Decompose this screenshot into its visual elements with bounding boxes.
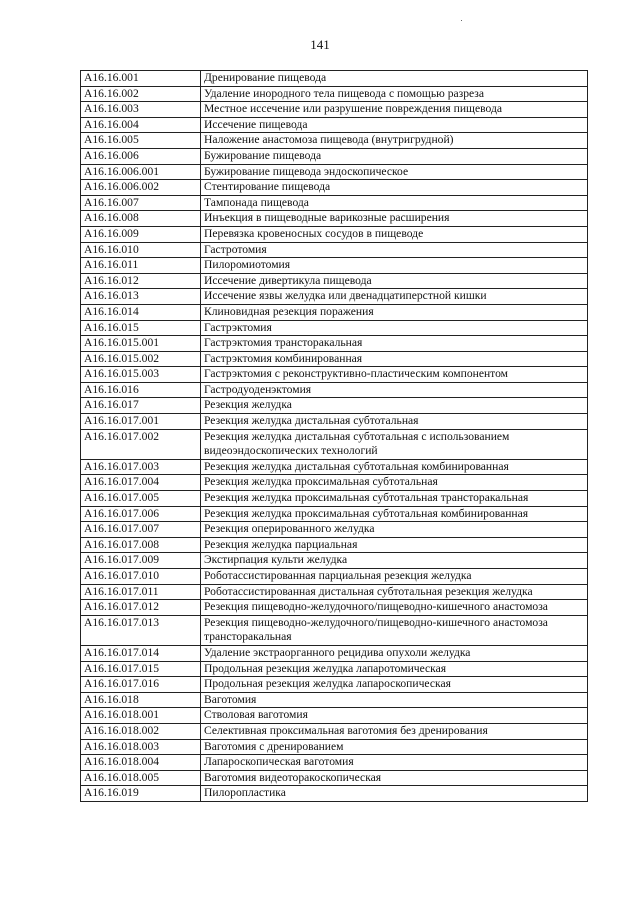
procedure-name-cell: Резекция желудка проксимальная субтотальная комбинированная	[201, 506, 588, 522]
procedure-code-cell: A16.16.017.010	[81, 569, 201, 585]
procedure-name-cell: Роботассистированная дистальная субтотальная резекция желудка	[201, 584, 588, 600]
procedure-code-cell: A16.16.015.001	[81, 336, 201, 352]
table-row	[81, 661, 588, 677]
table-row	[81, 459, 588, 475]
procedure-code-cell: A16.16.017.003	[81, 459, 201, 475]
table-row	[81, 506, 588, 522]
table-row	[81, 289, 588, 305]
procedure-name-cell: Резекция оперированного желудка	[201, 522, 588, 538]
procedure-code-cell: A16.16.014	[81, 304, 201, 320]
table-row	[81, 615, 588, 645]
table-row	[81, 569, 588, 585]
procedure-name-cell: Резекция желудка дистальная субтотальная	[201, 414, 588, 430]
procedure-name-cell: Иссечение язвы желудка или двенадцатиперстной кишки	[201, 289, 588, 305]
procedure-code-cell: A16.16.017.001	[81, 414, 201, 430]
table-row	[81, 600, 588, 616]
procedure-code-cell: A16.16.001	[81, 71, 201, 87]
procedure-code-cell: A16.16.018.002	[81, 723, 201, 739]
table-row	[81, 708, 588, 724]
procedure-name-cell: Селективная проксимальная ваготомия без дренирования	[201, 723, 588, 739]
table-row	[81, 522, 588, 538]
procedure-code-cell: A16.16.017.016	[81, 677, 201, 693]
procedure-code-cell: A16.16.008	[81, 211, 201, 227]
procedure-name-cell: Резекция желудка парциальная	[201, 537, 588, 553]
procedure-name-cell: Стентирование пищевода	[201, 180, 588, 196]
procedure-code-cell: A16.16.017.015	[81, 661, 201, 677]
procedure-name-cell: Местное иссечение или разрушение повреждения пищевода	[201, 102, 588, 118]
procedure-code-cell: A16.16.017.014	[81, 645, 201, 661]
table-row	[81, 645, 588, 661]
procedure-name-cell: Клиновидная резекция поражения	[201, 304, 588, 320]
table-row	[81, 211, 588, 227]
table-row	[81, 786, 588, 802]
table-row	[81, 180, 588, 196]
table-row	[81, 723, 588, 739]
table-row	[81, 584, 588, 600]
procedure-name-cell: Резекция желудка дистальная субтотальная с использованием видеоэндоскопических технологий	[201, 429, 588, 459]
scan-speck	[461, 20, 462, 21]
procedure-name-cell: Гастрэктомия трансторакальная	[201, 336, 588, 352]
table-row	[81, 414, 588, 430]
procedure-code-cell: A16.16.015.003	[81, 367, 201, 383]
table-row	[81, 755, 588, 771]
procedure-name-cell: Бужирование пищевода	[201, 148, 588, 164]
procedure-name-cell: Наложение анастомоза пищевода (внутригрудной)	[201, 133, 588, 149]
procedure-code-cell: A16.16.017	[81, 398, 201, 414]
procedure-name-cell: Лапароскопическая ваготомия	[201, 755, 588, 771]
procedure-code-cell: A16.16.009	[81, 226, 201, 242]
procedure-name-cell: Гастрэктомия комбинированная	[201, 351, 588, 367]
table-row	[81, 117, 588, 133]
procedure-code-cell: A16.16.010	[81, 242, 201, 258]
procedure-name-cell: Дренирование пищевода	[201, 71, 588, 87]
procedure-name-cell: Резекция желудка проксимальная субтотальная трансторакальная	[201, 491, 588, 507]
procedure-name-cell: Продольная резекция желудка лапаротомическая	[201, 661, 588, 677]
table-row	[81, 273, 588, 289]
procedure-name-cell: Иссечение пищевода	[201, 117, 588, 133]
procedure-code-cell: A16.16.017.012	[81, 600, 201, 616]
procedure-name-cell: Экстирпация культи желудка	[201, 553, 588, 569]
procedure-name-cell: Резекция желудка дистальная субтотальная комбинированная	[201, 459, 588, 475]
procedure-name-cell: Пилоромиотомия	[201, 258, 588, 274]
procedure-codes-table	[80, 70, 588, 802]
procedure-code-cell: A16.16.015.002	[81, 351, 201, 367]
procedure-code-cell: A16.16.013	[81, 289, 201, 305]
table-body	[81, 71, 588, 802]
table-row	[81, 692, 588, 708]
procedure-name-cell: Стволовая ваготомия	[201, 708, 588, 724]
procedure-code-cell: A16.16.005	[81, 133, 201, 149]
table-row	[81, 133, 588, 149]
procedure-code-cell: A16.16.018.005	[81, 770, 201, 786]
procedure-code-cell: A16.16.006.002	[81, 180, 201, 196]
table-row	[81, 351, 588, 367]
procedure-code-cell: A16.16.017.005	[81, 491, 201, 507]
table-row	[81, 86, 588, 102]
procedure-name-cell: Удаление экстраорганного рецидива опухоли желудка	[201, 645, 588, 661]
procedure-name-cell: Тампонада пищевода	[201, 195, 588, 211]
procedure-code-cell: A16.16.003	[81, 102, 201, 118]
table-row	[81, 398, 588, 414]
procedure-name-cell: Пилоропластика	[201, 786, 588, 802]
table-row	[81, 367, 588, 383]
table-row	[81, 336, 588, 352]
procedure-name-cell: Инъекция в пищеводные варикозные расширения	[201, 211, 588, 227]
procedure-code-cell: A16.16.018.001	[81, 708, 201, 724]
procedure-code-cell: A16.16.017.006	[81, 506, 201, 522]
procedure-name-cell: Иссечение дивертикула пищевода	[201, 273, 588, 289]
procedure-name-cell: Гастрэктомия	[201, 320, 588, 336]
table-row	[81, 537, 588, 553]
procedure-name-cell: Резекция пищеводно-желудочного/пищеводно-кишечного анастомоза трансторакальная	[201, 615, 588, 645]
table-row	[81, 164, 588, 180]
table-row	[81, 739, 588, 755]
procedure-code-cell: A16.16.006.001	[81, 164, 201, 180]
table-row	[81, 258, 588, 274]
table-row	[81, 148, 588, 164]
table-row	[81, 102, 588, 118]
procedure-name-cell: Перевязка кровеносных сосудов в пищеводе	[201, 226, 588, 242]
procedure-code-cell: A16.16.017.002	[81, 429, 201, 459]
table-row	[81, 195, 588, 211]
table-row	[81, 226, 588, 242]
procedure-name-cell: Ваготомия с дренированием	[201, 739, 588, 755]
procedure-code-cell: A16.16.017.009	[81, 553, 201, 569]
table-row	[81, 242, 588, 258]
table-row	[81, 320, 588, 336]
procedure-code-cell: A16.16.004	[81, 117, 201, 133]
procedure-name-cell: Резекция пищеводно-желудочного/пищеводно-кишечного анастомоза	[201, 600, 588, 616]
procedure-name-cell: Продольная резекция желудка лапароскопическая	[201, 677, 588, 693]
procedure-code-cell: A16.16.015	[81, 320, 201, 336]
procedure-name-cell: Ваготомия видеоторакоскопическая	[201, 770, 588, 786]
table-row	[81, 491, 588, 507]
procedure-name-cell: Ваготомия	[201, 692, 588, 708]
procedure-code-cell: A16.16.002	[81, 86, 201, 102]
table-row	[81, 553, 588, 569]
table-row	[81, 677, 588, 693]
procedure-name-cell: Резекция желудка	[201, 398, 588, 414]
procedure-name-cell: Резекция желудка проксимальная субтотальная	[201, 475, 588, 491]
procedure-code-cell: A16.16.007	[81, 195, 201, 211]
procedure-code-cell: A16.16.018.003	[81, 739, 201, 755]
procedure-name-cell: Удаление инородного тела пищевода с помощью разреза	[201, 86, 588, 102]
procedure-name-cell: Роботассистированная парциальная резекция желудка	[201, 569, 588, 585]
procedure-code-cell: A16.16.006	[81, 148, 201, 164]
table-row	[81, 429, 588, 459]
procedure-name-cell: Гастродуоденэктомия	[201, 382, 588, 398]
table-row	[81, 304, 588, 320]
procedure-name-cell: Гастрэктомия с реконструктивно-пластическим компонентом	[201, 367, 588, 383]
procedure-code-cell: A16.16.016	[81, 382, 201, 398]
table-row	[81, 382, 588, 398]
table-row	[81, 770, 588, 786]
procedure-code-cell: A16.16.017.011	[81, 584, 201, 600]
procedure-code-cell: A16.16.018	[81, 692, 201, 708]
table-row	[81, 475, 588, 491]
procedure-code-cell: A16.16.018.004	[81, 755, 201, 771]
procedure-name-cell: Бужирование пищевода эндоскопическое	[201, 164, 588, 180]
procedure-code-cell: A16.16.017.013	[81, 615, 201, 645]
procedure-code-cell: A16.16.011	[81, 258, 201, 274]
procedure-code-cell: A16.16.012	[81, 273, 201, 289]
procedure-code-cell: A16.16.017.008	[81, 537, 201, 553]
procedure-code-cell: A16.16.019	[81, 786, 201, 802]
procedure-name-cell: Гастротомия	[201, 242, 588, 258]
procedure-code-cell: A16.16.017.007	[81, 522, 201, 538]
table-row	[81, 71, 588, 87]
page-number: 141	[310, 37, 330, 52]
procedure-code-cell: A16.16.017.004	[81, 475, 201, 491]
